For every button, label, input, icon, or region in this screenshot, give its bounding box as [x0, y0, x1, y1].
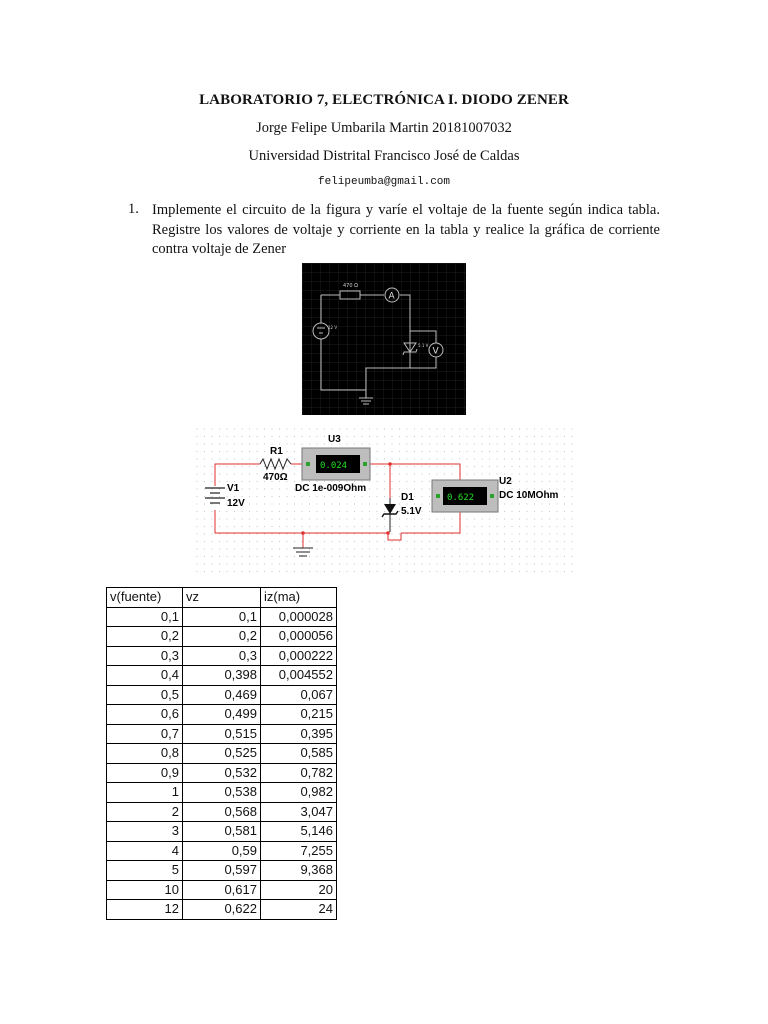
cell-iz: 0,585: [261, 744, 337, 764]
schematic-source-label: 12 V: [328, 325, 338, 330]
table-row: [107, 900, 337, 920]
cell-vz: 0,59: [183, 841, 261, 861]
cell-iz: 0,782: [261, 763, 337, 783]
cell-vfuente: 0,2: [107, 627, 183, 647]
ammeter-symbol: A: [388, 291, 395, 302]
table-row: [107, 763, 337, 783]
cell-vz: 0,617: [183, 880, 261, 900]
cell-vfuente: 0,8: [107, 744, 183, 764]
u3-name: U3: [328, 434, 341, 445]
table-row: [107, 705, 337, 725]
cell-vz: 0,532: [183, 763, 261, 783]
v1-name: V1: [227, 483, 240, 494]
cell-iz: 0,395: [261, 724, 337, 744]
cell-vz: 0,398: [183, 666, 261, 686]
cell-vfuente: 12: [107, 900, 183, 920]
cell-iz: 5,146: [261, 822, 337, 842]
cell-vfuente: 0,5: [107, 685, 183, 705]
header-vz: vz: [183, 588, 261, 608]
cell-vz: 0,469: [183, 685, 261, 705]
cell-vfuente: 1: [107, 783, 183, 803]
u2-reading: 0.622: [447, 493, 475, 503]
cell-vfuente: 0,4: [107, 666, 183, 686]
cell-vz: 0,1: [183, 607, 261, 627]
cell-iz: 0,982: [261, 783, 337, 803]
table-row: [107, 724, 337, 744]
table-row: [107, 627, 337, 647]
circuit-schematic-dark: [302, 263, 466, 415]
table-row: [107, 646, 337, 666]
cell-vz: 0,2: [183, 627, 261, 647]
circuit-simulation: [196, 428, 576, 576]
r1-value: 470Ω: [263, 472, 288, 483]
cell-iz: 7,255: [261, 841, 337, 861]
table-row: [107, 666, 337, 686]
table-row: [107, 685, 337, 705]
table-row: [107, 802, 337, 822]
zener-data-table: [106, 587, 337, 920]
cell-vz: 0,515: [183, 724, 261, 744]
schematic-resistor-label: 470 Ω: [343, 283, 358, 289]
header-vfuente: v(fuente): [107, 588, 183, 608]
author-line: Jorge Felipe Umbarila Martin 20181007032: [256, 120, 512, 136]
cell-vfuente: 2: [107, 802, 183, 822]
cell-vfuente: 5: [107, 861, 183, 881]
cell-iz: 0,067: [261, 685, 337, 705]
table-row: [107, 783, 337, 803]
cell-iz: 24: [261, 900, 337, 920]
cell-vfuente: 4: [107, 841, 183, 861]
d1-value: 5.1V: [401, 506, 422, 517]
u3-mode: DC 1e-009Ohm: [295, 483, 367, 494]
cell-vfuente: 0,1: [107, 607, 183, 627]
d1-name: D1: [401, 492, 414, 503]
cell-iz: 9,368: [261, 861, 337, 881]
u2-mode: DC 10MOhm: [499, 490, 559, 501]
cell-iz: 0,004552: [261, 666, 337, 686]
cell-vfuente: 10: [107, 880, 183, 900]
cell-vz: 0,525: [183, 744, 261, 764]
cell-vfuente: 0,7: [107, 724, 183, 744]
cell-vfuente: 0,6: [107, 705, 183, 725]
cell-iz: 20: [261, 880, 337, 900]
cell-vz: 0,3: [183, 646, 261, 666]
cell-vz: 0,568: [183, 802, 261, 822]
email-line: felipeumba@gmail.com: [317, 176, 451, 188]
table-row: [107, 880, 337, 900]
r1-name: R1: [270, 446, 283, 457]
table-header-row: [107, 588, 337, 608]
cell-vz: 0,499: [183, 705, 261, 725]
simulation-grid: [196, 428, 576, 576]
cell-vfuente: 3: [107, 822, 183, 842]
cell-iz: 3,047: [261, 802, 337, 822]
cell-vfuente: 0,3: [107, 646, 183, 666]
cell-vz: 0,622: [183, 900, 261, 920]
cell-iz: 0,215: [261, 705, 337, 725]
university-line: Universidad Distrital Francisco José de Caldas: [248, 148, 520, 164]
u2-name: U2: [499, 476, 512, 487]
question-text: Implemente el circuito de la figura y varíe el voltaje de la fuente según indica tabla. Registre los valores de voltaje y corriente en la tabla y realice la gráfica de corriente contra voltaje de Zener: [152, 202, 660, 257]
cell-iz: 0,000222: [261, 646, 337, 666]
header-iz: iz(ma): [261, 588, 337, 608]
cell-vz: 0,597: [183, 861, 261, 881]
table-row: [107, 607, 337, 627]
cell-vz: 0,538: [183, 783, 261, 803]
document-title: LABORATORIO 7, ELECTRÓNICA I. DIODO ZENER: [199, 92, 569, 108]
voltmeter-symbol: V: [432, 346, 439, 357]
table-row: [107, 841, 337, 861]
table-row: [107, 861, 337, 881]
table-row: [107, 744, 337, 764]
v1-value: 12V: [227, 498, 245, 509]
schematic-grid: [302, 263, 466, 415]
question-number: 1.: [128, 201, 139, 217]
u3-reading: 0.024: [320, 461, 348, 471]
schematic-zener-label: 5.1 V: [418, 343, 429, 348]
table-row: [107, 822, 337, 842]
cell-vz: 0,581: [183, 822, 261, 842]
cell-iz: 0,000056: [261, 627, 337, 647]
cell-iz: 0,000028: [261, 607, 337, 627]
cell-vfuente: 0,9: [107, 763, 183, 783]
